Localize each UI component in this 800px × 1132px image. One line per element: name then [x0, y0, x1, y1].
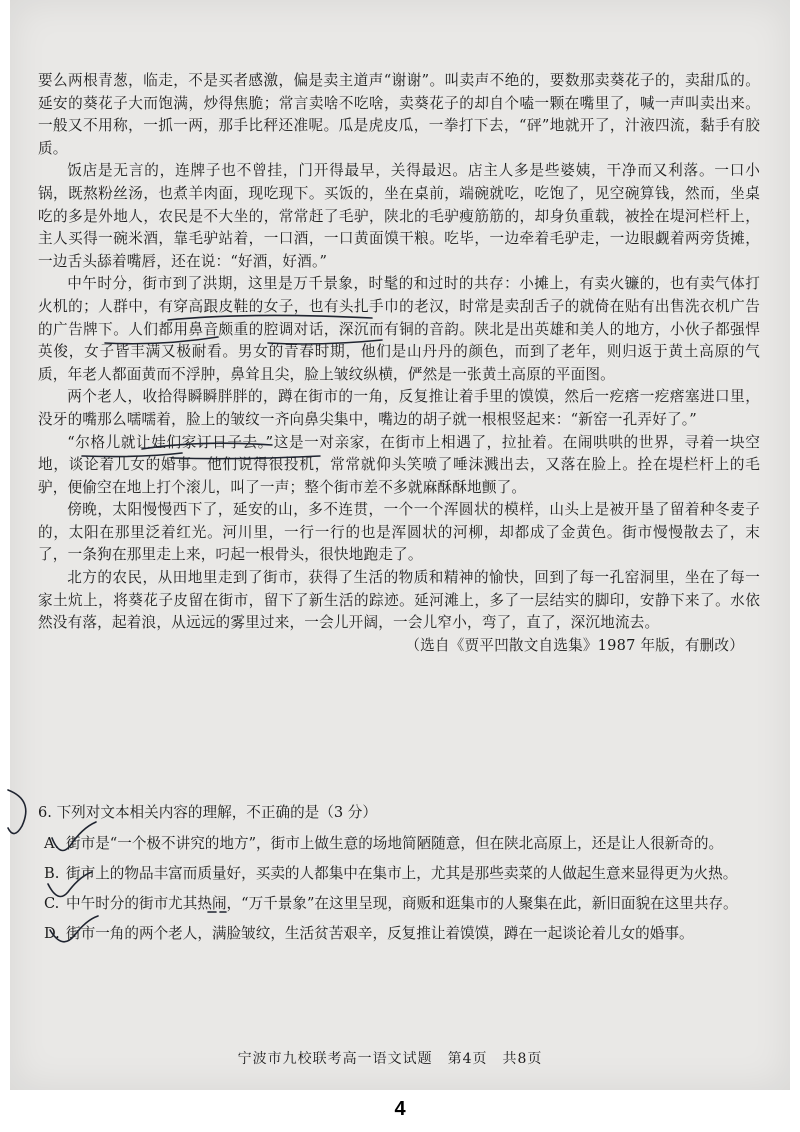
essay-paragraph: 傍晚，太阳慢慢西下了，延安的山，多不连贯，一个一个浑圆状的模样，山头上是被开垦了留着种冬麦子的，太阳在那里泛着红光。河川里，一行一行的也是浑圆状的河柳，却都成了金黄色。街市慢慢散去了，末了，一条狗在那里走上来，叼起一根骨头，很快地跑走了。: [38, 501, 760, 564]
option-letter: B.: [44, 865, 60, 882]
essay-paragraph: “尔格儿就让娃们家订日子去。”这是一对亲家，在街市上相遇了，拉扯着。在闹哄哄的世界，寻着一块空地，谈论着儿女的婚事。他们说得很投机，常常就仰头笑喷了唾沫溅出去，又落在脸上。拴在堤栏杆上的毛驴，便偷空在地上打个滚儿，叫了一声；整个街市差不多就麻酥酥地颤了。: [38, 433, 760, 496]
source-citation: （选自《贾平凹散文自选集》1987 年版，有删改）: [405, 636, 744, 654]
page-number: 4: [394, 1098, 406, 1120]
essay-paragraph: 要么两根青葱，临走，不是买者感激，偏是卖主道声“谢谢”。叫卖声不绝的，要数那卖葵花子的，卖甜瓜的。延安的葵花子大而饱满，炒得焦脆；常言卖啥不吃啥，卖葵花子的却自个嗑一颗在嘴里了，喊一声叫卖出来。一般又不用称，一抓一两，那手比秤还准呢。瓜是虎皮瓜，一拳打下去，“砰”地就开了，汁液四流，黏手有胶质。: [38, 72, 760, 157]
option-text: 中午时分的街市尤其热闹，“万千景象”在这里呈现，商贩和逛集市的人聚集在此，新旧面貌在这里共存。: [66, 895, 738, 912]
option-letter: C.: [44, 895, 60, 912]
option-a: [44, 830, 760, 858]
option-d: [44, 920, 760, 948]
question-6: [38, 800, 760, 950]
option-text: 街市一角的两个老人，满脸皱纹，生活贫苦艰辛，反复推让着馍馍，蹲在一起谈论着儿女的婚事。: [66, 925, 694, 942]
essay-text: [38, 70, 760, 657]
exam-footer: 宁波市九校联考高一语文试题 第4页 共8页: [237, 1051, 543, 1067]
essay-paragraph: 两个老人，收拾得瞬瞬胖胖的，蹲在街市的一角，反复推让着手里的馍馍，然后一疙瘩一疙瘩塞进口里，没牙的嘴那么嚅嚅着，脸上的皱纹一齐向鼻尖集中，嘴边的胡子就一根根竖起来：“新窑一孔弄好了。”: [38, 388, 760, 428]
option-text: 街市上的物品丰富而质量好，买卖的人都集中在集市上，尤其是那些卖菜的人做起生意来显得更为火热。: [66, 865, 738, 882]
question-stem: 6. 下列对文本相关内容的理解，不正确的是（3 分）: [38, 804, 377, 821]
essay-paragraph: 北方的农民，从田地里走到了街市，获得了生活的物质和精神的愉快，回到了每一孔窑洞里，坐在了每一家土炕上，将葵花子皮留在街市，留下了新生活的踪迹。延河滩上，多了一层结实的脚印，安静下来了。水依然没有落，起着浪，从远远的雾里过来，一会儿开阔，一会儿窄小，弯了，直了，深沉地流去。: [38, 569, 760, 632]
option-text: 街市是“一个极不讲究的地方”，街市上做生意的场地简陋随意，但在陕北高原上，还是让人很新奇的。: [66, 835, 724, 852]
option-letter: A.: [44, 835, 60, 852]
option-b: [44, 860, 760, 888]
option-letter: D.: [44, 925, 60, 942]
option-c: [44, 890, 760, 918]
essay-paragraph: 饭店是无言的，连牌子也不曾挂，门开得最早，关得最迟。店主人多是些婆姨，干净而又利落。一口小锅，既熬粉丝汤，也煮羊肉面，现吃现下。买饭的，坐在桌前，端碗就吃，吃饱了，见空碗算钱，然而，坐桌吃的多是外地人，农民是不大坐的，常常赶了毛驴，陕北的毛驴瘦筋筋的，却身负重载，被拴在堤河栏杆上，主人买得一碗米酒，靠毛驴站着，一口酒，一口黄面馍干粮。吃毕，一边牵着毛驴走，一边眼觑着两旁货摊，一边舌头舔着嘴唇，还在说：“好酒，好酒。”: [38, 162, 760, 270]
essay-paragraph: 中午时分，街市到了洪期，这里是万千景象，时髦的和过时的共存：小摊上，有卖火镰的，也有卖气体打火机的；人群中，有穿高跟皮鞋的女子，也有头扎手巾的老汉，时常是卖刮舌子的就倚在贴有出售洗衣机广告的广告牌下。人们都用鼻音颇重的腔调对话，深沉而有铜的音韵。陕北是出英雄和美人的地方，小伙子都强悍英俊，女子皆丰满又极耐看。男女的青春时期，他们是山丹丹的颜色，而到了老年，则归返于黄土高原的气质，年老人都面黄而不浮肿，鼻耸且尖，脸上皱纹纵横，俨然是一张黄土高原的平面图。: [38, 275, 760, 383]
